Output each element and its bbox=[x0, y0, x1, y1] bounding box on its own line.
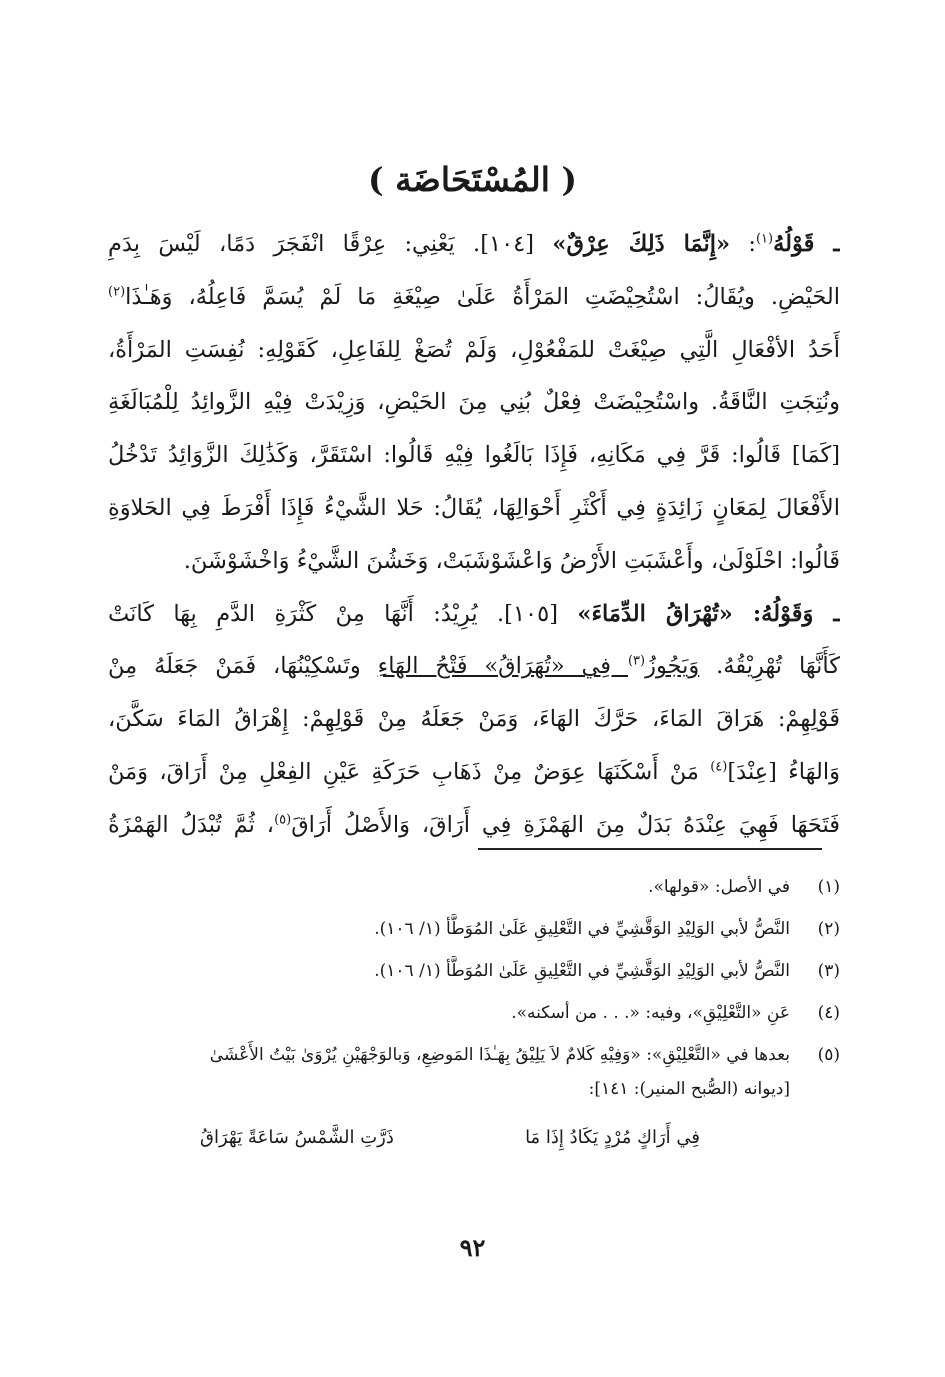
text-line bbox=[108, 693, 840, 746]
text-segment: وَالهَاءُ [عِنْدَ] bbox=[727, 758, 840, 785]
footnote-item bbox=[108, 998, 840, 1040]
footnote-text: في الأصل: «قولها». bbox=[648, 877, 790, 897]
text-segment: [١٠٤]. يَعْنِي: عِرْقًا انْفَجَرَ دَمًا، لَيْسَ بِدَمِ bbox=[108, 231, 553, 257]
footnote-marker: (٣) bbox=[627, 653, 646, 669]
text-segment: قَوْلِهِمْ: هَرَاقَ المَاءَ، حَرَّكَ الهَاءَ، وَمَنْ جَعَلَهُ مِنْ قَوْلِهِمْ: إِهْرَاقُ المَاءَ سَكَّنَ، bbox=[108, 706, 840, 733]
text-segment: فَتَحَهَا فَهِيَ عِنْدَهُ بَدَلٌ مِنَ الهَمْزَةِ فِي أَرَاقَ، وَالأَصْلُ أَرَاقَ bbox=[291, 811, 840, 838]
footnote-separator bbox=[478, 848, 822, 850]
footnote-number: (٢) bbox=[817, 919, 840, 939]
text-segment: ونُتِجَتِ النَّاقَةُ. واسْتُحِيْضَتْ فِعْلٌ بُنِي مِنَ الحَيْضِ، وَزِيْدَتْ فِيْهِ الزَّوائِدُ لِلْمُبَالَغَةِ bbox=[108, 389, 840, 416]
text-segment: : bbox=[730, 231, 756, 257]
footnote-item bbox=[108, 914, 840, 956]
footnote-number: (٤) bbox=[817, 1003, 840, 1023]
footnote-marker: (٢) bbox=[108, 284, 126, 300]
footnote-text: عَنِ «التَّعْلِيْقِ»، وفيه: «. . . من أسكنه». bbox=[511, 1003, 790, 1023]
text-segment: وَيَجُوزُ bbox=[645, 653, 700, 680]
text-segment: ـ قَوْلُهُ bbox=[773, 231, 840, 257]
footnotes-section bbox=[108, 872, 840, 1110]
footnote-text: بعدها في «التَّعْلِيْقِ»: «وَفِيْهِ كَلامٌ لاَ يَلِيْقُ بِهَـٰذَا المَوضِعِ، وَبالوَجْهَيْنِ يُرْوَىٰ بَيْتُ الأَعْشَىٰ bbox=[209, 1045, 790, 1065]
text-segment: «تُهْرَاقُ الدِّمَاءَ» bbox=[577, 600, 733, 627]
text-segment: أَحَدُ الأفْعَالِ الَّتِي صِيْغَتْ للمَفْعُوْلِ، وَلَمْ تُصَغْ لِلفَاعِلِ، كَقَوْلِهِ: نُفِسَتِ المَرْأَةُ، bbox=[108, 336, 840, 363]
text-segment: مَنْ أَسْكَنَهَا عِوَضٌ مِنْ ذَهَابِ حَرَكَةِ عَيْنِ الفِعْلِ مِنْ أَرَاقَ، وَمَنْ bbox=[108, 758, 711, 785]
main-text-body bbox=[108, 218, 840, 852]
text-segment: ، ثُمَّ تُبْدَلُ الهَمْزَةُ bbox=[108, 811, 275, 838]
footnote-marker: (٤) bbox=[710, 759, 728, 775]
text-line bbox=[108, 429, 840, 482]
text-line bbox=[108, 271, 840, 324]
text-line bbox=[108, 535, 840, 588]
text-line bbox=[108, 640, 840, 693]
footnote-continuation: [ديوانه (الصُّبح المنير): ١٤١]: bbox=[588, 1079, 790, 1099]
footnote-text: النَّصُّ لأبي الوَلِيْدِ الوَقَّشِيِّ في التَّعْلِيقِ عَلَىٰ المُوَطَّأ (١/ ١٠٦). bbox=[374, 919, 790, 939]
text-line bbox=[108, 799, 840, 852]
text-line bbox=[108, 482, 840, 535]
footnote-item bbox=[108, 956, 840, 998]
footnote-marker: (١) bbox=[755, 231, 774, 247]
text-segment: فِي «تُهَرَاقُ» فَتْحُ الهَاءِ bbox=[377, 653, 628, 680]
text-segment: «إِنَّمَا ذَلِكَ عِرْقٌ» bbox=[552, 231, 731, 257]
verse-second-hemistich: ذَرَّتِ الشَّمْسُ سَاعَةً يَهْرَاقُ bbox=[200, 1127, 394, 1148]
footnote-item bbox=[108, 1040, 840, 1074]
page-number: ٩٢ bbox=[459, 1233, 486, 1262]
verse-first-hemistich: فِي أَرَاكٍ مُرْدٍ يَكَادُ إِذَا مَا bbox=[525, 1127, 700, 1148]
chapter-title: ( المُسْتَحَاضَة ) bbox=[368, 160, 577, 199]
text-line bbox=[108, 324, 840, 377]
text-line bbox=[108, 376, 840, 429]
text-segment: كَأَنَّهَا تُهْرِيْقُهُ. bbox=[699, 653, 840, 680]
text-line bbox=[108, 746, 840, 799]
text-segment: قَالُوا: احْلَوْلَىٰ، وأَعْشَبَتِ الأَرْضُ وَاعْشَوْشَبَتْ، وَخَشُنَ الشَّيْءُ وَاخْشَوْشَنَ. bbox=[183, 547, 840, 574]
text-segment: الحَيْضِ. ويُقَالُ: اسْتُحِيْضَتِ المَرْأَةُ عَلَىٰ صِيْغَةِ مَا لَمْ يُسَمَّ فَاعِلُهُ، وَهَـٰذَا bbox=[125, 283, 840, 310]
text-segment: وتَسْكِيْنُهَا، فَمَنْ جَعَلَهُ مِنْ bbox=[108, 653, 378, 680]
text-segment: الأَفْعَالَ لِمَعَانٍ زَائِدَةٍ فِي أَكْثَرِ أَحْوَالِهَا، يُقَالُ: حَلا الشَّيْءُ فَإِذَا أَفْرَطَ فِي الحَلاوَةِ bbox=[108, 494, 840, 521]
text-line bbox=[108, 588, 840, 641]
footnote-number: (٥) bbox=[817, 1045, 840, 1065]
text-segment: [كَمَا] قَالُوا: قَرَّ فِي مَكَانِهِ، فَإِذَا بَالَغُوا فِيْهِ قَالُوا: اسْتَقَرَّ، وَكَذَٰلِكَ الزَّوَائِدُ تَدْخُلُ bbox=[108, 442, 840, 469]
footnote-text: النَّصُّ لأبي الوَلِيْدِ الوَقَّشِيِّ في التَّعْلِيقِ عَلَىٰ المُوَطَّأ (١/ ١٠٦). bbox=[374, 961, 790, 981]
text-segment: ـ وَقَوْلُهُ: bbox=[732, 600, 840, 627]
footnote-marker: (٥) bbox=[274, 812, 292, 828]
footnote-number: (١) bbox=[817, 877, 840, 897]
poetry-verse bbox=[200, 1122, 700, 1158]
footnote-item bbox=[108, 872, 840, 914]
text-segment: [١٠٥]. يُرِيْدُ: أَنَّهَا مِنْ كَثْرَةِ الدَّمِ بِهَا كَانَتْ bbox=[108, 600, 578, 627]
text-line bbox=[108, 218, 840, 271]
footnote-number: (٣) bbox=[817, 961, 840, 981]
